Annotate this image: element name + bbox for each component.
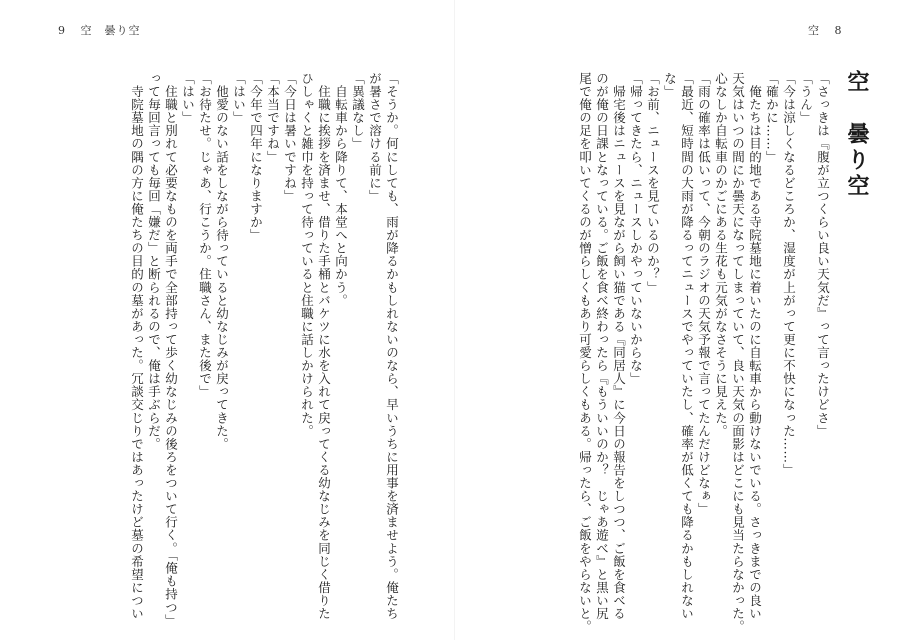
text-line: 「雨の確率は低いって、今朝のラジオの天気予報で言ってたんだけどなぁ」 xyxy=(696,72,712,516)
text-line: 寺院墓地の隅の方に俺たちの目的の墓があった。冗談交じりではあったけど墓の希望につい xyxy=(129,72,145,621)
text-line: 自転車から降りて、本堂へと向かう。 xyxy=(333,72,349,307)
text-line: 「うん」 xyxy=(798,72,814,125)
page-number-right: 8 xyxy=(834,24,843,37)
text-line: 「帰ってきたら、ニュースしかやっていないからな」 xyxy=(628,72,644,386)
text-line: 「はい」 xyxy=(180,72,196,125)
text-line: 「異議なし」 xyxy=(350,72,366,151)
text-line: って毎回言っても毎回「嫌だ」と断られるので、俺は手ぶらだ。 xyxy=(146,72,162,451)
text-line: 尾で俺の足を叩いてくるのが憎らしくもあり可愛らしくもある。帰ったら、ご飯をやらないと。 xyxy=(577,72,593,634)
text-line: 帰宅後はニュースを見ながら飼い猫である『同居人』に今日の報告をしつつ、ご飯を食べる xyxy=(611,72,627,621)
page-number-left: 9 xyxy=(58,24,66,37)
text-line: 「お待たせ。じゃあ、行こうか。住職さん、また後で」 xyxy=(197,72,213,399)
text-line: 「さっきは『腹が立つくらい良い天気だ』って言ったけどさ」 xyxy=(815,72,831,438)
text-line: 天気はいつの間にか曇天になってしまっていて、良い天気の面影はどこにも見当たらなかった。 xyxy=(730,72,746,634)
text-line: 「そうか。何にしても、雨が降るかもしれないのなら、早いうちに用事を済ませよう。俺たち xyxy=(384,72,400,621)
page-gutter xyxy=(454,0,455,640)
text-line: 「今年で四年になりますか」 xyxy=(248,72,264,242)
running-title-right: 空 xyxy=(808,24,820,37)
text-line: 「最近、短時間の大雨が降るってニュースでやっていたし、確率が低くても降るかもしれない xyxy=(679,72,695,621)
text-line: 住職に挨拶を済ませ、借りた手桶とバケツに水を入れて戻ってくる幼なじみを同じく借りた xyxy=(316,72,332,621)
text-line: 「確かに……」 xyxy=(764,72,780,164)
running-title-left: 空 曇り空 xyxy=(80,24,141,37)
text-line: 他愛のない話をしながら待っていると幼なじみが戻ってきた。 xyxy=(214,72,230,451)
text-line: 「お前、ニュースを見ているのか？」 xyxy=(645,72,661,294)
text-line: ひしゃくと雑巾を持って待っていると住職に話しかけられた。 xyxy=(299,72,315,438)
running-head-right xyxy=(808,22,853,38)
text-line: 心なしか自転車のかごにある生花も元気がなさそうに見えた。 xyxy=(713,72,729,438)
text-line: 「本当ですね」 xyxy=(265,72,281,164)
text-line: 住職と別れて必要なものを両手で全部持って歩く幼なじみの後ろをついて行く。「俺も持つ」 xyxy=(163,72,179,627)
text-line: 「今は涼しくなるどころか、湿度が上がって更に不快になった……」 xyxy=(781,72,797,477)
chapter-title: 空 曇り空 xyxy=(844,70,870,200)
running-head-left xyxy=(48,22,141,38)
text-line: のが俺の日課となっている。ご飯を食べ終わったら『もういいのか？ じゃあ遊べ』と黒い尻 xyxy=(594,72,610,621)
text-line: 俺たちは目的地である寺院墓地に着いたのに自転車から動けないでいる。さっきまでの良い xyxy=(747,72,763,621)
text-line: 「はい」 xyxy=(231,72,247,125)
text-line: が暑さで溶ける前に」 xyxy=(367,72,383,203)
text-line: 「今日は暑いですね」 xyxy=(282,72,298,203)
text-line: な」 xyxy=(662,72,678,99)
